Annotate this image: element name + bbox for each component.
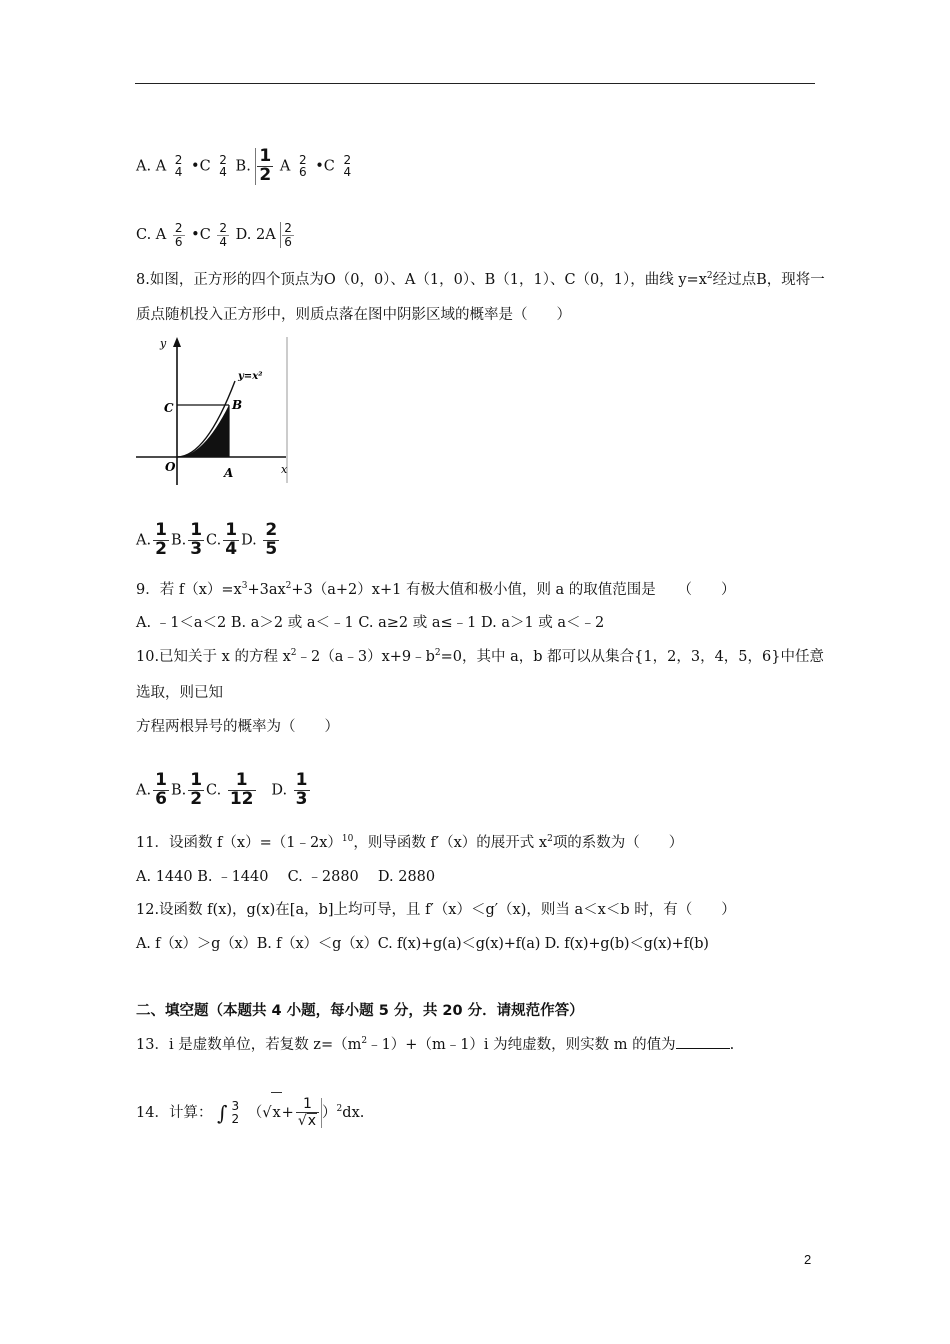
- q8-text-b: 经过点B，现将一: [712, 272, 825, 288]
- section2-title: 二、填空题（本题共 4 小题，每小题 5 分，共 20 分．请规范作答）: [136, 1003, 584, 1019]
- q10-text-a: 10.已知关于 x 的方程 x: [136, 649, 291, 665]
- q7-a-mid: •C: [191, 158, 211, 175]
- q10-option-b-label: B.: [170, 782, 187, 799]
- q7-options-line2: [136, 222, 296, 248]
- q12-stem: 12.设函数 f(x)，g(x)在[a，b]上均可导，且 f′（x）＜g′（x)，则当 a＜x＜b 时，有（ ）: [136, 902, 736, 918]
- q14-stem: [136, 1092, 364, 1133]
- q14-label: 14．计算：: [136, 1105, 213, 1121]
- q8-d-frac: $\frac{2}{5}$: [265, 520, 278, 559]
- integral-sign: ∫: [217, 1101, 228, 1125]
- q10-options: [136, 772, 312, 809]
- q11-text-b: ，则导函数 f′（x）的展开式 x: [353, 835, 548, 851]
- o-label: O: [165, 460, 176, 474]
- q10-option-c-label: C.: [206, 782, 222, 799]
- q8-a-frac: $\frac{1}{2}$: [155, 520, 167, 559]
- q9-text-b: +3ax: [247, 582, 286, 598]
- q7-a-frac2: 2 4: [219, 152, 227, 180]
- b-label: B: [232, 398, 243, 412]
- q7-option-b-label: B.: [235, 158, 251, 175]
- c-label: C: [164, 401, 174, 415]
- q7-c-frac1: $\frac{2}{6}$: [174, 221, 183, 249]
- sqrt-sign: √: [262, 1105, 272, 1121]
- q7-b-mid2: •C: [315, 158, 335, 175]
- q13-sup1: 2: [361, 1036, 368, 1047]
- q7-option-d-label: D. 2A: [235, 227, 276, 244]
- q8-options: [136, 522, 281, 559]
- q10-option-d-label: D.: [271, 782, 288, 799]
- q14-frac: $\frac{1}{√x}$: [296, 1097, 319, 1128]
- q8-b-frac: $\frac{1}{3}$: [190, 520, 203, 559]
- q10-d-frac: $\frac{1}{3}$: [295, 770, 308, 809]
- q10-b-frac: $\frac{1}{2}$: [190, 770, 203, 809]
- q8-option-b-label: B.: [170, 532, 187, 549]
- q11-stem: [136, 833, 683, 853]
- curve-label: y=x²: [238, 371, 263, 382]
- q7-b-frac: $\frac{1}{2}$: [257, 148, 273, 185]
- q14-power: 2: [336, 1104, 343, 1115]
- q11-sup1: 10: [341, 834, 354, 845]
- q7-c-mid: •C: [191, 227, 211, 244]
- q14-close-paren: ）: [322, 1105, 337, 1121]
- q14-sqrt-x: x: [271, 1092, 281, 1133]
- q13-answer-blank: [676, 1034, 730, 1049]
- q8-c-frac: $\frac{1}{4}$: [225, 520, 238, 559]
- page-number: 2: [804, 1252, 812, 1267]
- q7-c-frac2: $\frac{2}{4}$: [219, 221, 228, 249]
- q8-stem-line2: 质点随机投入正方形中，则质点落在图中阴影区域的概率是（ ）: [136, 307, 571, 323]
- q8-option-a-label: A.: [136, 532, 152, 549]
- y-label: y: [160, 337, 167, 350]
- q14-bounds: 3 2: [231, 1099, 240, 1126]
- q9-text-c: +3（a+2）x+1 有极大值和极小值，则 a 的取值范围是 （ ）: [291, 582, 736, 598]
- q11-sup2: 2: [547, 834, 553, 845]
- q8-text-a: 8.如图，正方形的四个顶点为O（0，0）、A（1，0）、B（1，1）、C（0，1），曲线 y=x: [136, 272, 707, 288]
- q10-sup2: 2: [434, 648, 441, 659]
- q10-stem-line3: 方程两根异号的概率为（ ）: [136, 719, 339, 735]
- q10-stem-line2: 选取，则已知: [136, 685, 223, 701]
- q9-stem: [136, 580, 736, 600]
- q7-b-frac3: 2 4: [343, 152, 352, 180]
- q10-text-b: ﹣2（a﹣3）x+9﹣b: [296, 649, 435, 665]
- q10-stem-line1: [136, 647, 824, 667]
- q10-text-c: =0，其中 a，b 都可以从集合{1，2，3，4，5，6}中任意: [440, 649, 824, 665]
- q9-options: A. ﹣1＜a＜2 B. a＞2 或 a＜﹣1 C. a≥2 或 a≤﹣1 D. a＞1 或 a＜﹣2: [136, 615, 605, 631]
- q10-a-frac: $\frac{1}{6}$: [155, 770, 167, 809]
- q10-sup1: 2: [290, 648, 297, 659]
- q13-stem: [136, 1034, 734, 1055]
- q7-options-line1: [136, 148, 355, 185]
- a-label: A: [224, 466, 234, 480]
- q8-graph: [136, 335, 292, 487]
- q14-plus: +: [281, 1105, 294, 1121]
- q7-a-frac1: 2 4: [174, 152, 183, 180]
- q9-text-a: 9．若 f（x）=x: [136, 582, 242, 598]
- q8-sup: 2: [706, 271, 713, 282]
- q9-sup1: 3: [241, 581, 248, 592]
- header-rule: [135, 83, 815, 84]
- q8-option-d-label: D.: [241, 532, 257, 549]
- q10-option-a-label: A.: [136, 782, 152, 799]
- x-label: x: [281, 463, 288, 476]
- q7-b-frac2: 2 6: [298, 152, 307, 180]
- q14-dx: dx.: [342, 1105, 365, 1121]
- q10-c-frac: $\frac{1}{12}$: [229, 770, 254, 809]
- q7-option-c-label: C. A: [136, 227, 167, 244]
- q9-sup2: 2: [285, 581, 292, 592]
- q7-d-frac: $\frac{2}{6}$: [282, 222, 294, 248]
- q8-option-c-label: C.: [206, 532, 222, 549]
- q8-figure: [136, 335, 292, 487]
- q11-text-c: 项的系数为（ ）: [552, 835, 684, 851]
- q11-options: A. 1440 B. ﹣1440 C. ﹣2880 D. 2880: [136, 869, 436, 885]
- q12-options: A. f（x）＞g（x）B. f（x）＜g（x）C. f(x)+g(a)＜g(x)+f(a) D. f(x)+g(b)＜g(x)+f(b): [136, 936, 709, 952]
- sqrt-sign-2: √: [297, 1113, 307, 1129]
- q7-option-a-label: A. A: [136, 158, 167, 175]
- y-axis-arrow: [173, 337, 181, 347]
- q8-stem-line1: [136, 270, 825, 290]
- q13-end: .: [729, 1037, 735, 1053]
- q13-text-a: 13．i 是虚数单位，若复数 z=（m: [136, 1037, 362, 1053]
- q11-text-a: 11．设函数 f（x）=（1﹣2x）: [136, 835, 342, 851]
- q13-text-b: ﹣1）+（m﹣1）i 为纯虚数，则实数 m 的值为: [367, 1037, 676, 1053]
- q7-b-mid: A: [279, 158, 291, 175]
- q14-frac-den: x: [307, 1113, 317, 1129]
- q14-open-paren: （: [247, 1105, 263, 1121]
